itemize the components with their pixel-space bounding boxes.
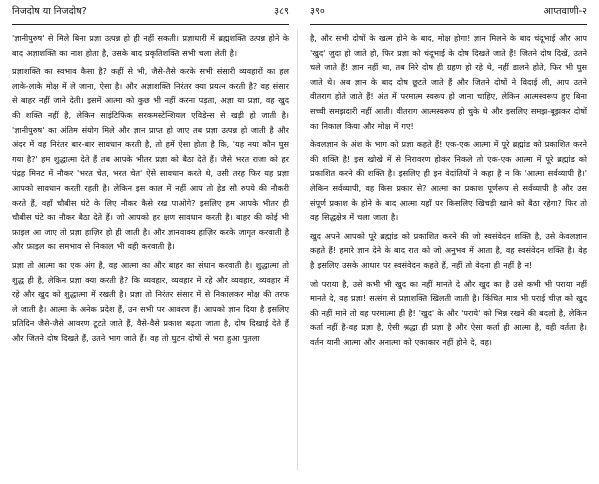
paragraph: प्रज्ञाशक्ति का स्वभाव कैसा है? कहीं से भी, जैसे-तैसे करके सभी संसारी व्यवहारों का हल लाके-लाके मोक्ष में ले जाना, ऐसा है। और अज्ञाशक्ति निरंतर क्या प्रयत्न करती है? वह संसार से बाहर नहीं जाने देती। इसमें आत्मा को कुछ भी नहीं करना पड़ता, अज्ञा या प्रज्ञा, वह खुद की शक्ति नहीं है, लेकिन साइंटिफिक सरकमस्टेन्शियल एविडेन्स से खड़ी हो जाती है। 'ज्ञानीपुरुष' का अंतिम संयोग मिले और ज्ञान प्राप्त हो जाए तब प्रज्ञा उत्पन्न हो जाती है और अंदर में वह निरंतर बार-बार सावधान करती है, तो हमें ऐसा होता है कि, 'यह नया कौन घुस गया है?' हम शुद्धात्मा देते हैं तब आपके भीतर प्रज्ञा को बैठा देते हैं। जैसे भरत राजा को हर पंद्रह मिनट में नौकर 'भरत चेत, भरत चेत' ऐसे सावधान करते थे, उसी तरह फिर यह प्रज्ञा आपको सावधान करती रहती है। लेकिन इस काल में नहीं आप तो हेड सौ रुपये की नौकरी करते हैं, वहाँ चौबीस घंटे के लिए नौकर कैसे रख पाओगे? इसलिए हम आपके भीतर ही चौबीस घंटे का नौकर बैठा देते हैं। जो आपको हर क्षण सावधान करती है। बाहर की कोई भी फ़ाइल आ जाए तो प्रज्ञा हाज़िर हो ही जाती है। और ज्ञानवाक्य हाज़िर करके जागृत करवाती है और फ़ाइल का समभाव से निकाल भी वही करवाती है।: [12, 66, 289, 252]
right-running-title: आप्तवाणी-२: [543, 6, 587, 17]
right-page: [310, 0, 587, 484]
paragraph: जो पराया है, उसे कभी भी खुद का नहीं मानते दे और खुद का है उसे कभी भी पराया नहीं मानते दे, वह प्रज्ञा! सत्संग से प्रज्ञाशक्ति खिलती जाती है। किंचित मात्र भी पराई चीज़ को खुद की नहीं माने तो वह परमात्मा ही है! 'खुद' के और 'पराये' को भिन्न रखने की बदलो है, लेकिन कर्ता नहीं है-वह प्रज्ञा है, ऐसी श्रद्धा ही प्रज्ञा है और ऐसा कर्ता ही आत्मा है, वही वर्तता है। वर्तन यानी आत्मा और अनात्मा को एकाकार नहीं होने दे, वह।: [310, 278, 587, 347]
left-page-header: [12, 0, 289, 25]
left-page-number: ३८९: [274, 6, 289, 17]
right-page-header: [310, 0, 587, 25]
left-running-title: निजदोष या निजदोष?: [12, 6, 87, 17]
right-page-body: [310, 25, 587, 349]
left-page-body: [12, 25, 289, 345]
paragraph: केवलज्ञान के अंश के भाग को प्रज्ञा कहते हैं! एक-एक आत्मा में पूरे ब्रह्मांड को प्रकाशित करने की शक्ति है! इस खोखे में से निरावरण होकर निकले तो एक-एक आत्मा में पूरे ब्रह्मांड को प्रकाशित करने की शक्ति है। इसलिए ही इन वेदांतियों ने कहा है न कि 'आत्मा सर्वव्यापी है।' लेकिन सर्वव्यापी, वह किस प्रकार से? आत्मा का प्रकाश पूर्णरूप से सर्वव्यापी है और उस संपूर्ण प्रकाश के होने के बाद आत्मा यहाँ पर किसलिए खिचड़ी खाने को बैठा रहेगा? फिर तो वह सिद्धक्षेत्र में चला जाता है।: [310, 139, 587, 223]
right-page-number: ३९०: [310, 6, 325, 17]
paragraph: प्रज्ञा तो आत्मा का एक अंग है, वह आत्मा का और बाहर का संधान करवाती है। शुद्धात्मा तो शुद्ध ही है, लेकिन प्रज्ञा क्या करती है? कि व्यवहार, व्यवहार में रहे और व्यवहार, व्यवहार में रहे और खुद को शुद्धात्मा में रखती है। प्रज्ञा तो निरंतर संसार में से निकालकर मोक्ष की तरफ ले जाती है। आत्मा के अनेक प्रदेश हैं, उन सभी पर आवरण हैं। आपको ज्ञान दिया है इसलिए प्रतिदिन जैसे-जैसे आवरण टूटते जाते हैं, वैसे-वैसे प्रकाश बढ़ता जाता है, दोष दिखाई देते हैं और जितने दोष दिखते हैं, उतने भाग जाते हैं। वह तो घुटन दोषों से भरा हुआ पुतला: [12, 259, 289, 343]
left-page: [12, 0, 289, 484]
paragraph: खुद अपने आपको पूरे ब्रह्मांड को प्रकाशित करने की जो स्वसंवेदन शक्ति है, उसे केवलज्ञान कहते हैं! हमारे ज्ञान देने के बाद रात को जो अनुभव में आता है, वह स्वसंवेदन शक्ति है। वेह है इसलिए उसके आधार पर स्वसंवेदन कहते हैं, नहीं तो वेदना ही नहीं है न!: [310, 230, 587, 270]
paragraph: 'ज्ञानीपुरुष' से मिले बिना प्रज्ञा उत्पन्न हो ही नहीं सकती। प्रज्ञाधारी में ब्रह्मशक्ति उत्पन्न होने के बाद अज्ञाशक्ति का नाश होता है, उसके बाद प्रकृतिशक्ति सभी चला लेती है।: [12, 33, 289, 58]
paragraph: है, और सभी दोषों के खत्म होने के बाद, मोक्ष होगा! ज्ञान मिलने के बाद चंदूभाई और आप 'खुद' जुदा हो जाते हो, फिर प्रज्ञा को चंदूभाई के दोष दिखते जाते हैं! जितने दोष दिखें, उतने चले जाते हैं! ज्ञान नहीं था, तब निरे दोष ही ग्रहण हो रहे थे, नहीं डालने होते, फिर भी घुस जाते थे। अब ज्ञान के बाद दोष छूटते जाते हैं और जितने दोषों ने विदाई ली, आप उतने वीतराग होते जाते हैं! अंत में परमात्म स्वरूप हो जाना चाहिए, लेकिन आत्मस्वरूप हुए बिना सच्ची समझदारी नहीं आती। वीतराग आत्मस्वरूप हो चुके थे और इसलिए समझ-बूझकर दोषों का निकाल किया और मोक्ष में गए!: [310, 33, 587, 131]
gutter-divider: [297, 30, 298, 470]
